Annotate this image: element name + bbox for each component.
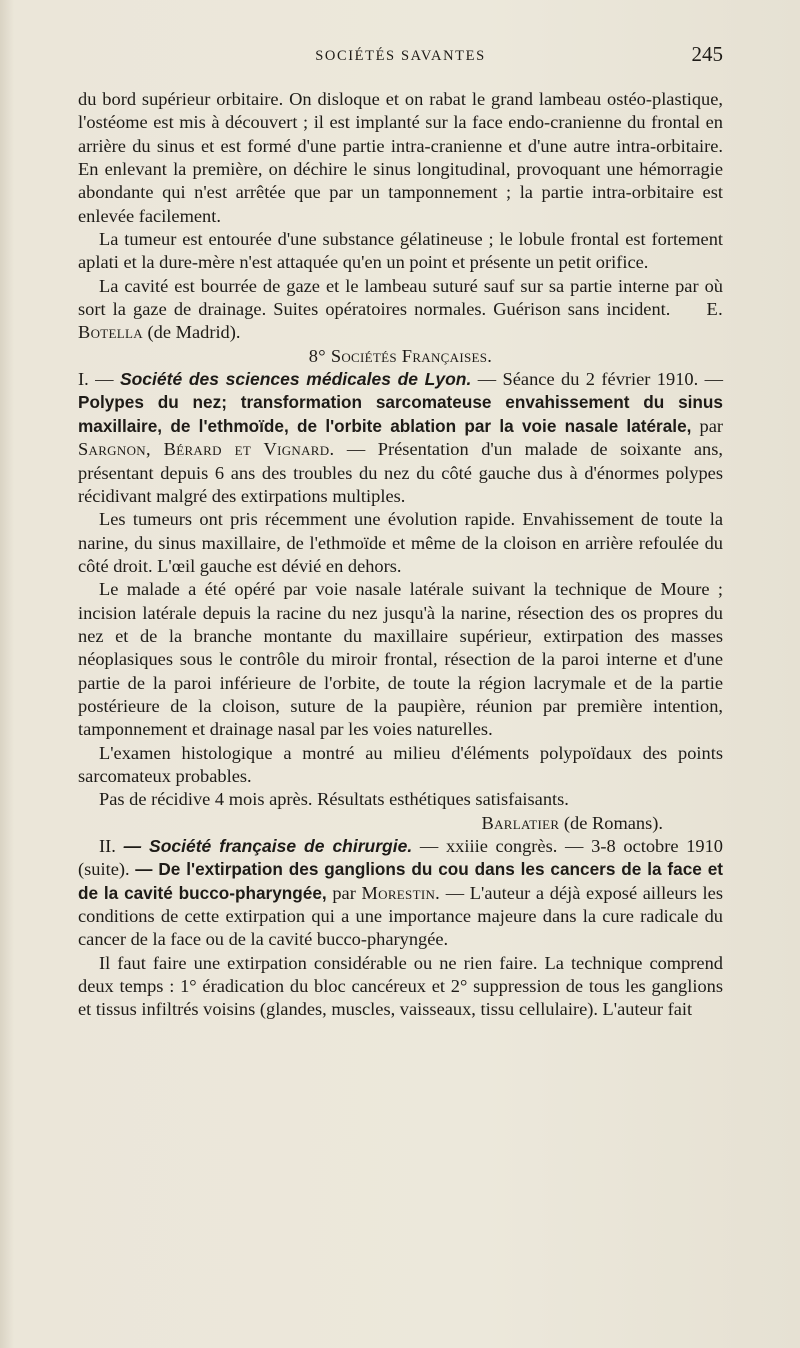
author-signature: E. Botella	[78, 299, 723, 343]
paragraph-text: — L'auteur a déjà exposé ailleurs les conditions de cette extirpation qui a une importance majeure dans la cure radicale du cancer de la face ou de la cavité bucco-pharyngée.	[78, 882, 723, 950]
paragraph-tumeurs-evolution	[78, 508, 723, 578]
paragraph-technique	[78, 952, 723, 1022]
paragraph-text: — Présentation d'un malade de soixante ans, présentant depuis 6 ans des troubles du nez du côté gauche dus à d'énormes polypes récidivant malgré des extirpations multiples.	[78, 439, 723, 506]
author-signature: Barlatier	[481, 812, 560, 833]
congress-date: — xxiiie congrès. — 3-8 octobre 1910 (suite).	[78, 836, 723, 880]
paragraph-text: La cavité est bourrée de gaze et le lambeau suturé sauf sur sa partie interne par où sort la gaze de drainage. Suites opératoires normales. Guérison sans incident.	[78, 275, 723, 320]
paragraph-text: Il faut faire une extirpation considérable ou ne rien faire. La technique comprend deux temps : 1° éradication du bloc cancéreux et 2° suppression de tous les ganglions et tissus infiltrés voisins (glandes, muscles, vaisseaux, tissu cellulaire). L'auteur fait	[78, 952, 723, 1020]
paragraph-ostome-continued	[78, 88, 723, 228]
paragraph-tumeur	[78, 228, 723, 275]
signature-barlatier	[78, 812, 723, 835]
author-origin: (de Romans).	[563, 812, 663, 833]
by-word: par	[332, 882, 356, 903]
section-heading: 8° Sociétés Françaises.	[308, 345, 493, 366]
paragraph-text: du bord supérieur orbitaire. On disloque et on rabat le grand lambeau ostéo-plastique, l'ostéome est mis à découvert ; il est implanté sur la face endo-cranienne du frontal en arrière du sinus et est formé d'une partie intra-cranienne et d'une autre intra-orbitaire. En enlevant la première, on déchire le sinus longitudinal, provoquant une hémorragie abondante qui n'est arrêtée que par un tamponnement ; la partie intra-orbitaire est enlevée facilement.	[78, 89, 723, 226]
author-origin: (de Madrid).	[147, 322, 241, 343]
report-author: Morestin.	[361, 882, 441, 903]
article-body	[78, 88, 723, 1022]
paragraph-recidive	[78, 788, 723, 811]
running-title: SOCIÉTÉS SAVANTES	[315, 48, 486, 64]
paragraph-text: Le malade a été opéré par voie nasale latérale suivant la technique de Moure ; incision latérale depuis la racine du nez jusqu'à la narine, résection des os propres du nez et de la branche montante du maxillaire supérieur, extirpation des masses néoplasiques sous le contrôle du miroir frontal, résection de la paroi interne et d'une partie de la paroi inférieure de l'orbite, de toute la région lacrymale et de la partie postérieure de la cloison, suture de la paupière, réunion par première intention, tamponnement et drainage nasal par les voies naturelles.	[78, 579, 723, 740]
report-lyon: I. — Société des sciences médicales de Lyon. — Séance du 2 février 1910. — Polypes du nez; transformation sarcomateuse envahissement du sinus maxillaire, de l'ethmoïde, de l'orbite ablation par la voie nasale latérale, par Sargnon, Bérard et Vignard. — Présentation d'un malade de soixante ans, présentant depuis 6 ans des troubles du nez du côté gauche dus à d'énormes polypes récidivant malgré des extirpations multiples.	[78, 369, 723, 506]
report-chirurgie	[78, 835, 723, 952]
paragraph-text: Les tumeurs ont pris récemment une évolution rapide. Envahissement de toute la narine, du sinus maxillaire, de l'ethmoïde et même de la cloison en arrière refoulée du côté droit. L'œil gauche est dévié en dehors.	[78, 509, 723, 576]
society-name: Société des sciences médicales de Lyon.	[119, 369, 472, 390]
section-numeral: I.	[78, 369, 89, 390]
page-number: 245	[691, 42, 723, 66]
report-title: Polypes du nez; transformation sarcomateuse envahissement du sinus maxillaire, de l'ethmoïde, de l'orbite ablation par la voie nasale latérale,	[78, 392, 723, 436]
session-date: — Séance du 2 février 1910.	[477, 369, 699, 390]
report-title: — De l'extirpation des ganglions du cou dans les cancers de la face et de la cavité bucco-pharyngée,	[78, 859, 723, 903]
paragraph-text: Pas de récidive 4 mois après. Résultats esthétiques satisfaisants.	[99, 789, 569, 810]
report-authors: Sargnon, Bérard et Vignard.	[78, 439, 335, 460]
paragraph-text: La tumeur est entourée d'une substance gélatineuse ; le lobule frontal est fortement aplati et la dure-mère n'est attaquée qu'en un point et présente un petit orifice.	[78, 229, 723, 273]
page-header	[78, 42, 723, 76]
paragraph-operation	[78, 578, 723, 741]
section-numeral: II.	[99, 836, 116, 856]
paragraph-cavite	[78, 275, 723, 345]
by-word: par	[699, 415, 723, 436]
paragraph-text: L'examen histologique a montré au milieu d'éléments polypoïdaux des points sarcomateux probables.	[78, 742, 723, 786]
society-name: — Société française de chirurgie.	[123, 836, 413, 856]
paragraph-histologie	[78, 742, 723, 789]
